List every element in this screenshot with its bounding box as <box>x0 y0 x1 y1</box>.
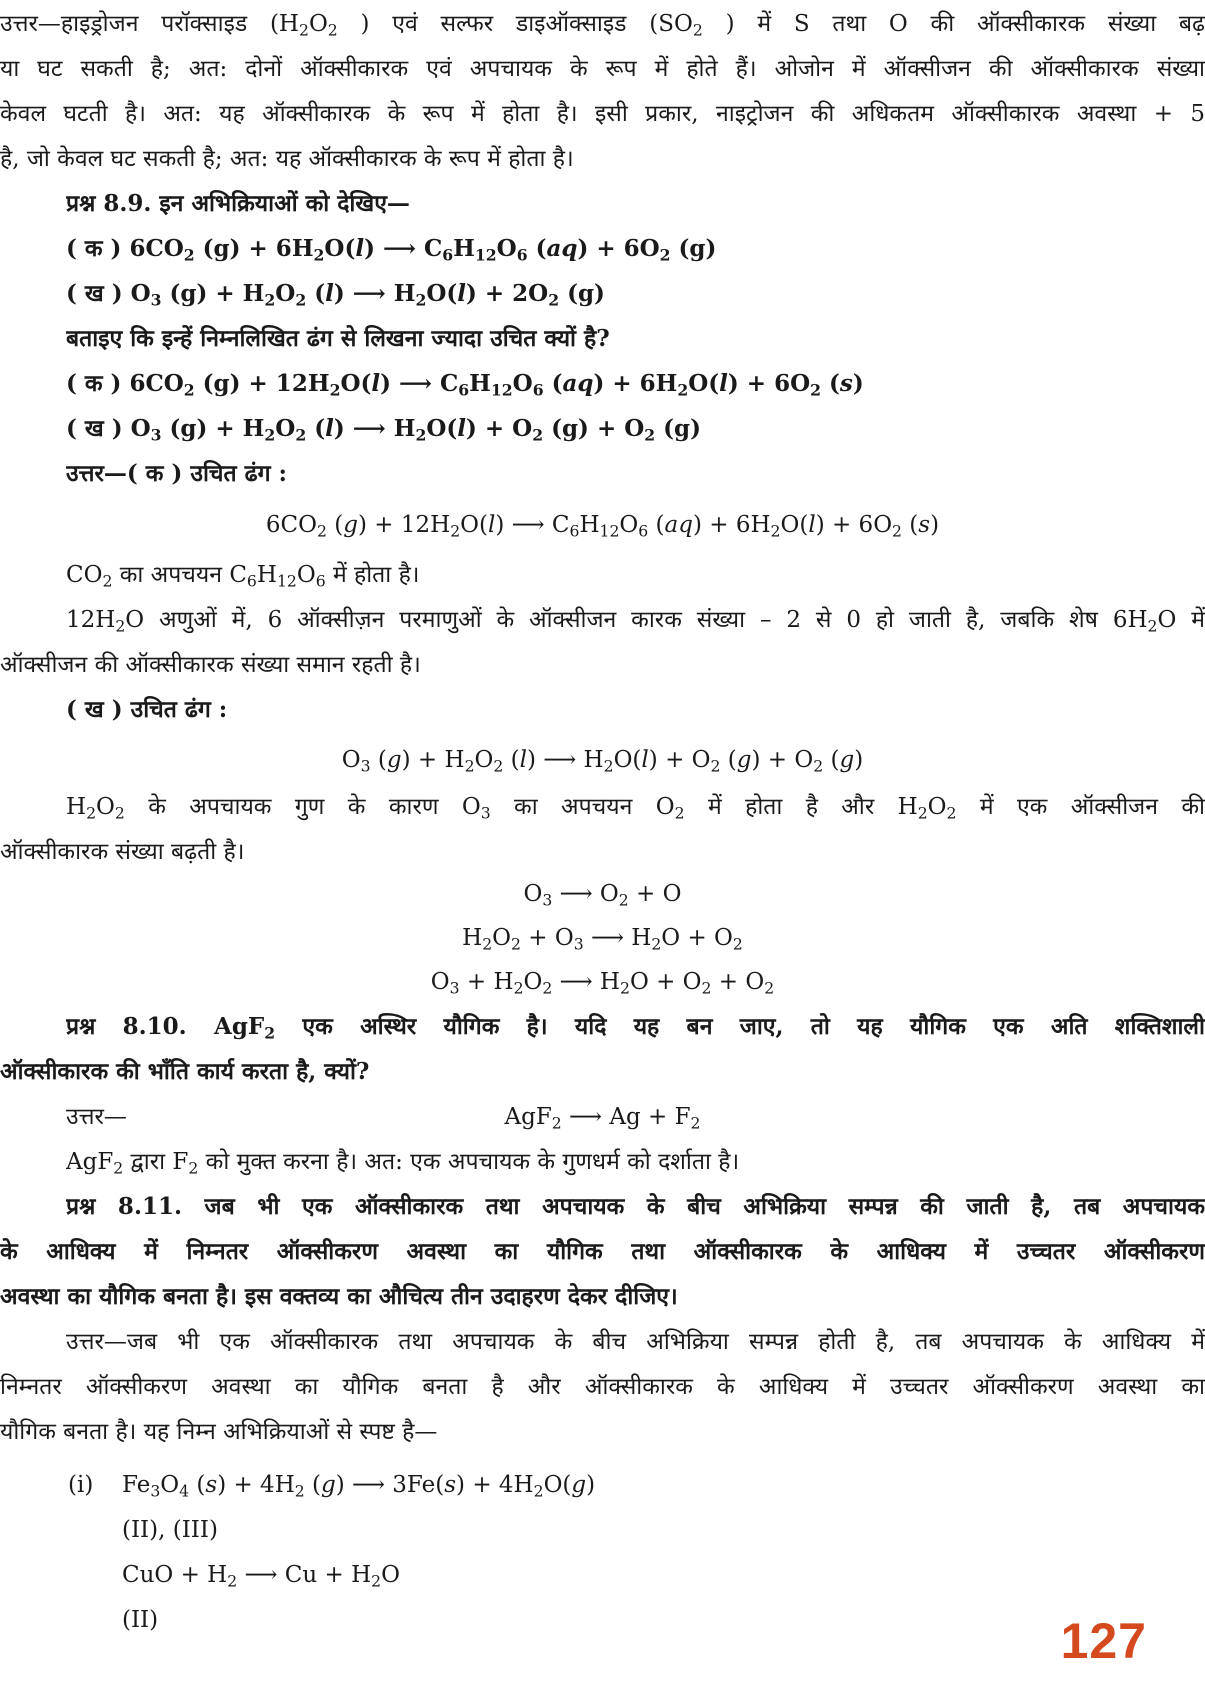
reaction-a-rewritten: ( क ) $6CO_2$ $(g) + 12H_2O(l)$ ⟶ $C_6H_{12}O_6$ $(aq) + 6H_2O(l) + 6O_2$ (s) <box>66 370 864 400</box>
answer-8-11-line-1: उत्तर—जब भी एक ऑक्सीकारक तथा अपचायक के बीच अभिक्रिया सम्पन्न होती है, तब अपचायक के आधिक्य में <box>66 1329 1205 1355</box>
example-2-equation: CuO + $H_2$ ⟶ $Cu + H_2O$ <box>122 1562 400 1591</box>
answer-b-text-2: ऑक्सीकारक संख्या बढ़ती है। <box>0 839 245 865</box>
answer-a-heading: उत्तर—( क ) उचित ढंग : <box>66 460 288 487</box>
answer-b-heading: ( ख ) उचित ढंग : <box>66 696 228 723</box>
answer-a-text-3: ऑक्सीजन की ऑक्सीकारक संख्या समान रहती है। <box>0 652 421 678</box>
page-number: 127 <box>1060 1613 1147 1669</box>
answer-8-11-line-2: निम्नतर ऑक्सीकरण अवस्था का यौगिक बनता है और ऑक्सीकारक के आधिक्य में उच्चतर ऑक्सीकरण अवस्था का <box>0 1374 1205 1400</box>
example-1-equation: $Fe_3O_4$ $(s) + 4H_2$ (g) ⟶ $3Fe(s) + 4H_2O(g)$ <box>122 1472 596 1501</box>
question-8-9-prompt: बताइए कि इन्हें निम्नलिखित ढंग से लिखना ज्यादा उचित क्यों है? <box>66 325 610 352</box>
answer-b-text-1: $H_2O_2$ के अपचायक गुण के कारण $O_3$ का अपचयन $O_2$ में होता है और $H_2O_2$ में एक ऑक्सीजन की <box>66 794 1205 823</box>
question-8-11-line-1: प्रश्न 8.11. जब भी एक ऑक्सीकारक तथा अपचायक के बीच अभिक्रिया सम्पन्न की जाती है, तब अपचायक <box>66 1193 1205 1220</box>
answer-a-text-2: $12H_2O$ अणुओं में, 6 ऑक्सीज़न परमाणुओं के ऑक्सीजन कारक संख्या – 2 से 0 हो जाती है, जबकि शेष $6H_2O$ में <box>66 607 1205 636</box>
question-8-10-line-1: प्रश्न 8.10. AgF$_2$ एक अस्थिर यौगिक है। यदि यह बन जाए, तो यह यौगिक एक अति शक्तिशाली <box>66 1013 1205 1043</box>
reaction-a: ( क ) $6CO_2$ $(g) + 6H_2O(l)$ ⟶ $C_6H_{12}O_6$ $(aq) + 6O_2$ (g) <box>66 235 717 265</box>
step-equation-3: $O_3 + H_2O_2$ ⟶ $H_2O + O_2 + O_2$ <box>430 969 775 998</box>
example-1-label: (i) <box>68 1472 94 1498</box>
reaction-b: ( ख ) $O_3$ $(g) + H_2O_2$ (l) ⟶ $H_2O(l) + 2O_2$ (g) <box>66 280 605 310</box>
question-8-10-line-2: ऑक्सीकारक की भाँति कार्य करता है, क्यों? <box>0 1058 370 1085</box>
answer-8-11-line-3: यौगिक बनता है। यह निम्न अभिक्रियाओं से स्पष्ट है— <box>0 1419 438 1445</box>
answer-8-10-text: AgF$_2$ द्वारा $F_2$ को मुक्त करना है। अत: एक अपचायक के गुणधर्म को दर्शाता है। <box>66 1149 740 1178</box>
answer-8-8-line-2: या घट सकती है; अत: दोनों ऑक्सीकारक एवं अपचायक के रूप में होते हैं। ओजोन में ऑक्सीजन की ऑक्सीकारक संख्या <box>0 56 1205 82</box>
answer-8-8-line-4: है, जो केवल घट सकती है; अत: यह ऑक्सीकारक के रूप में होता है। <box>0 146 574 172</box>
answer-a-text-1: $CO_2$ का अपचयन $C_6H_{12}O_6$ में होता है। <box>66 562 420 591</box>
answer-a-equation: $6CO_2$ $(g) + 12H_2O(l)$ ⟶ $C_6H_{12}O_6$ $(aq) + 6H_2O(l) + 6O_2$ (s) <box>265 512 940 541</box>
example-1-oxidation-states: (II), (III) <box>122 1517 218 1543</box>
question-8-11-line-3: अवस्था का यौगिक बनता है। इस वक्तव्य का औचित्य तीन उदाहरण देकर दीजिए। <box>0 1283 678 1310</box>
question-8-11-line-2: के आधिक्य में निम्नतर ऑक्सीकरण अवस्था का यौगिक तथा ऑक्सीकारक के आधिक्य में उच्चतर ऑक्सीकरण <box>0 1238 1205 1265</box>
step-equation-2: $H_2O_2 + O_3$ ⟶ $H_2O + O_2$ <box>462 925 743 954</box>
answer-8-10-equation: AgF$_2$ ⟶ $Ag + F_2$ <box>504 1104 701 1133</box>
reaction-b-rewritten: ( ख ) $O_3$ $(g) + H_2O_2$ (l) ⟶ $H_2O(l) + O_2$ $(g) + O_2$ (g) <box>66 415 701 445</box>
step-equation-1: $O_3$ ⟶ $O_2 + O$ <box>523 881 682 910</box>
question-8-9: प्रश्न 8.9. इन अभिक्रियाओं को देखिए— <box>66 190 410 217</box>
example-2-oxidation-state: (II) <box>122 1607 159 1633</box>
answer-8-8-line-1: उत्तर—हाइड्रोजन परॉक्साइड ($H_2O_2$ ) एवं सल्फर डाइऑक्साइड ($SO_2$ ) में S तथा O की ऑक्सीकारक संख्या बढ़ <box>0 11 1205 40</box>
answer-8-10-label: उत्तर— <box>66 1104 127 1130</box>
answer-b-equation: $O_3$ $(g) + H_2O_2$ (l) ⟶ $H_2O(l) + O_2$ $(g) + O_2$ (g) <box>341 747 864 776</box>
answer-8-8-line-3: केवल घटती है। अत: यह ऑक्सीकारक के रूप में होता है। इसी प्रकार, नाइट्रोजन की अधिकतम ऑक्सीकारक अवस्था + 5 <box>0 101 1205 127</box>
